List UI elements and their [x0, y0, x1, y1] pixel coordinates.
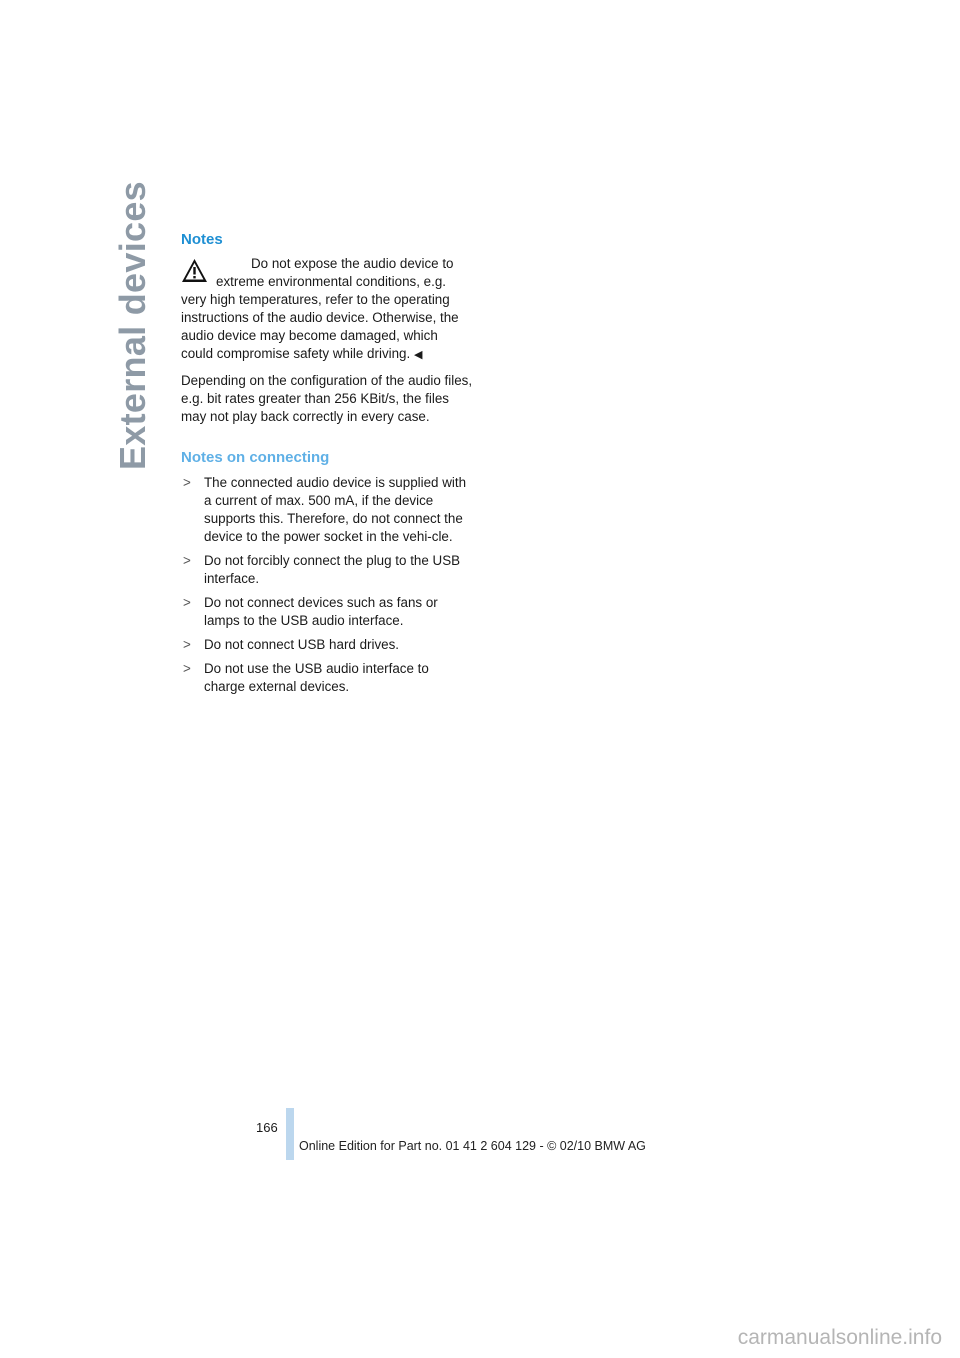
footer-accent-bar — [286, 1108, 294, 1160]
bullet-marker: > — [183, 595, 191, 610]
notes-heading: Notes — [181, 231, 223, 248]
bullet-marker: > — [183, 661, 191, 676]
page-number: 166 — [256, 1120, 278, 1135]
end-mark: ◀ — [413, 349, 423, 361]
list-item-text: Do not forcibly connect the plug to the USB interface. — [204, 553, 461, 586]
list-item — [181, 636, 473, 654]
bullet-marker: > — [183, 637, 191, 652]
list-item — [181, 594, 473, 630]
bullet-marker: > — [183, 553, 191, 568]
bullet-marker: > — [183, 475, 191, 490]
list-item-text: Do not connect devices such as fans or lamps to the USB audio interface. — [204, 595, 438, 628]
audio-files-paragraph: Depending on the configuration of the audio files, e.g. bit rates greater than 256 KBit/s, the files may not play back correctly in every case. — [181, 373, 473, 424]
side-section-title: External devices — [112, 181, 153, 470]
warning-note — [181, 255, 473, 364]
watermark: carmanualsonline.info — [737, 1326, 942, 1349]
list-item — [181, 474, 473, 546]
list-item-text: Do not connect USB hard drives. — [204, 637, 400, 652]
list-item — [181, 552, 473, 588]
connecting-list — [181, 474, 473, 696]
list-item-text: The connected audio device is supplied with a current of max. 500 mA, if the device supports this. Therefore, do not connect the device to the power socket in the vehi-cle. — [204, 475, 467, 544]
notes-on-connecting-heading: Notes on connecting — [181, 449, 330, 466]
list-item — [181, 660, 473, 696]
warning-text: extreme environmental conditions, e.g. very high temperatures, refer to the operating instructions of the audio device. Otherwise, the audio device may become damaged, which could compromise safety while driving. — [181, 274, 459, 361]
footer-edition-text: Online Edition for Part no. 01 41 2 604 129 - © 02/10 BMW AG — [299, 1139, 646, 1153]
list-item-text: Do not use the USB audio interface to charge external devices. — [204, 661, 429, 694]
warning-triangle-icon — [181, 257, 208, 284]
main-content — [181, 230, 473, 702]
warning-text-line1: Do not expose the audio device to — [251, 256, 454, 271]
